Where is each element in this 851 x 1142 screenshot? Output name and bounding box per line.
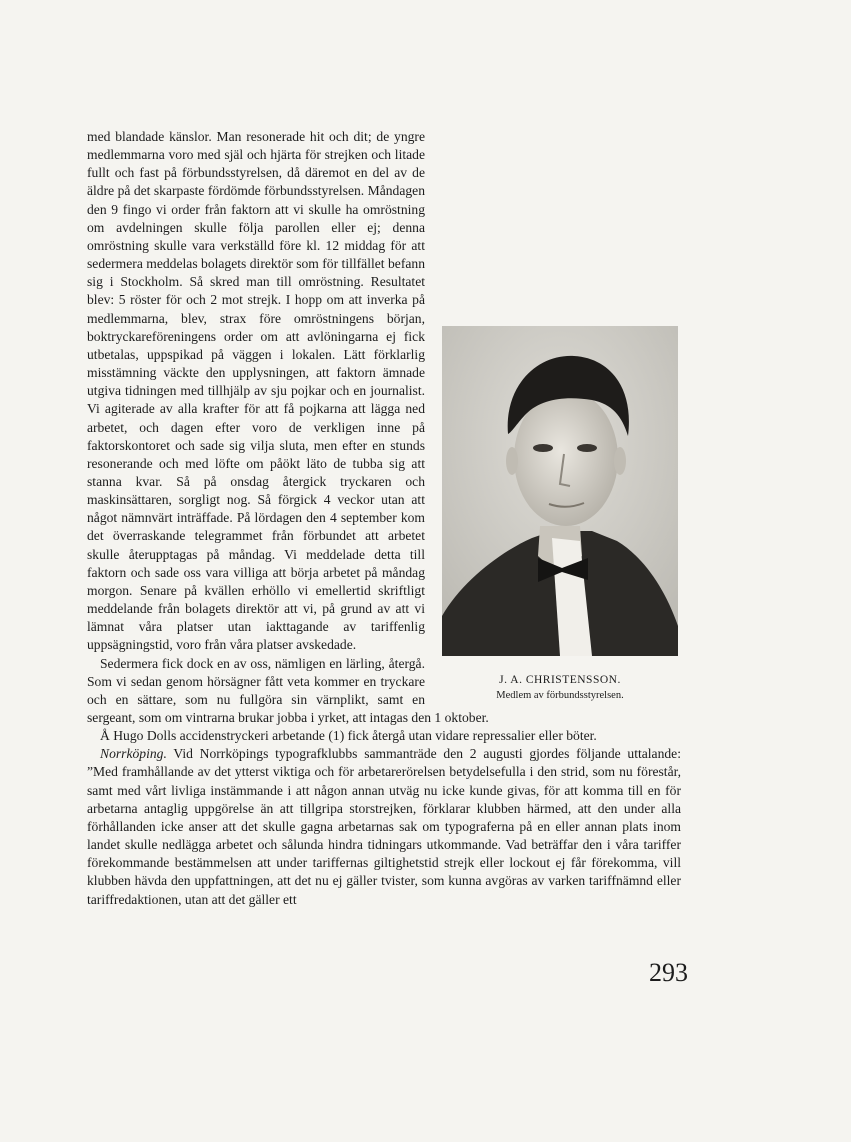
- portrait-figure: [439, 326, 681, 703]
- paragraph-4-text: Vid Norrköpings typografklubbs sammanträde den 2 augusti gjordes följande uttalande: ”Med framhållande av det ytterst viktiga och för arbetarerörelsen betydelsefulla i den strid, som nu förestår, samt med vårt livliga instämmande i att någon annan utväg nu icke kunde givas, för att komma till en för arbetarna antaglig uppgörelse än att tillgripa storstrejken, förklarar klubben härmed, att den under alla förhållanden icke anser att det skulle gagna arbetarnas sak om typograferna på en eller annan plats inom landet skulle nedlägga arbetet och sålunda hindra tidningars utkommande. Vad beträffar den i våra tariffer förekommande bestämmelsen att under tariffernas giltighetstid strejk eller lockout ej får förekomma, vill klubben hävda den uppfattningen, att det nu ej gäller tvister, som kunna avgöras av varken tariffnämnd eller tariffredaktionen, utan att det gäller ett: [87, 746, 681, 907]
- portrait-caption-subtitle: Medlem av förbundsstyrelsen.: [496, 690, 624, 701]
- page-number: 293: [649, 958, 688, 987]
- paragraph-1: med blandade känslor. Man resonerade hit och dit; de yngre medlemmarna voro med själ och hjärta för strejken och litade fullt och fast på förbundsstyrelsen, då däremot en del av de äldre på det skarpaste fördömde förbundsstyrelsen. Måndagen den 9 fingo vi order från faktorn att vi skulle ha omröstning om avdelningen skulle följa parollen eller ej; denna omröstning skulle vara verkställd före kl. 12 middag för att sedermera meddelas bolagets direktör som för tillfället befann sig i Stockholm. Så skred man till omröstning. Resultatet blev: 5 röster för och 2 mot strejk. I hopp om att inverka på medlemmarna, blev, strax före omröstningens början, boktryckareföreningens order om att avlöningarna ej fick utbetalas, uppspikad på väggen i lokalen. Lätt förklarlig misstämning väckte den upplysningen, att faktorn ämnade utgiva tidningen med tillhjälp av sju pojkar och en journalist. Vi agiterade av alla krafter för att få pojkarna att lägga ned arbetet, och dagen efter voro de verkligen inne på faktorskontoret och sade sig vilja sluta, men efter en stunds resonerande och med löfte om påökt läto de tubba sig att stanna kvar. Så på onsdag återgick tryckaren och maskinsättaren, sorgligt nog. Så förgick 4 veckor utan att något nämnvärt inträffade. På lördagen den 4 september kom det överraskande telegrammet från förbundet att arbetet skulle återupptagas på måndag. Vi meddelade detta till faktorn och sade oss vara villiga att börja arbetet på måndag morgon. Senare på kvällen erhöllo vi emellertid skriftligt meddelande från bolagets direktör att vi, på grund av att vi lämnat våra platser utan iakttagande av tariffenlig uppsägningstid, voro från våra platser avskedade.: [87, 129, 425, 653]
- page-body: [87, 128, 681, 909]
- portrait-caption-name: J. A. CHRISTENSSON.: [499, 674, 621, 686]
- paragraph-2: Sedermera fick dock en av oss, nämligen en lärling, återgå. Som vi sedan genom hörsägner fått veta kommer en tryckare och en sättare, som nu fullgöra sin värnplikt, samt en sergeant, som om vintrarna brukar jobba i yrket, att intagas den 1 oktober.: [87, 655, 489, 725]
- paragraph-3: Å Hugo Dolls accidenstryckeri arbetande (1) fick återgå utan vidare repressalier eller böter.: [100, 728, 597, 744]
- paragraph-4-lead: Norrköping.: [100, 746, 167, 762]
- portrait-photo: [442, 326, 678, 656]
- paragraph-4: [87, 745, 681, 908]
